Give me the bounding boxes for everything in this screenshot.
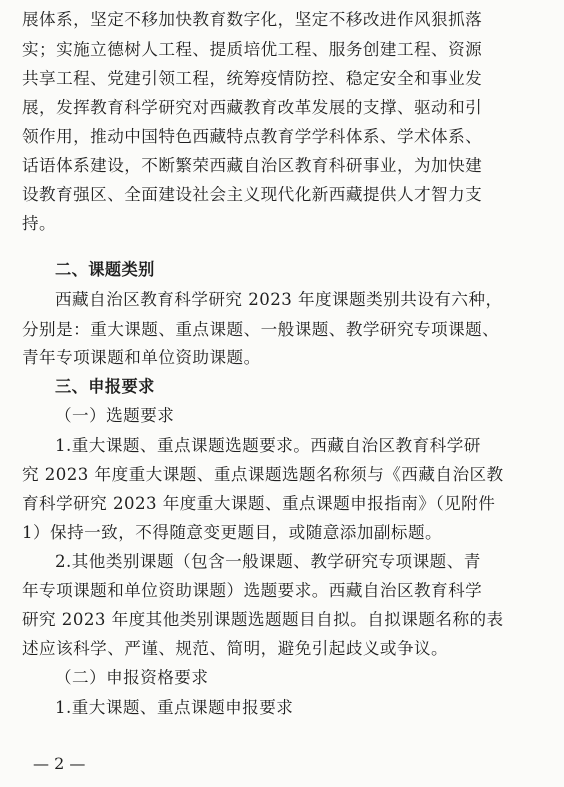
paragraph-line: 1）保持一致，不得随意变更题目，或随意添加副标题。 (22, 523, 443, 542)
paragraph-line: 共享工程、党建引领工程，统筹疫情防控、稳定安全和事业发 (22, 69, 483, 88)
paragraph-line: 研究 2023 年度其他类别课题选题题目自拟。自拟课题名称的表 (22, 610, 504, 629)
paragraph-line: 展体系，坚定不移加快教育数字化，坚定不移改进作风狠抓落 (22, 10, 483, 29)
paragraph-line: 领作用，推动中国特色西藏特点教育学学科体系、学术体系、 (22, 127, 483, 146)
paragraph-line: 分别是：重大课题、重点课题、一般课题、教学研究专项课题、 (22, 320, 500, 339)
paragraph-line: 青年专项课题和单位资助课题。 (22, 348, 261, 367)
section-heading: 三、申报要求 (55, 377, 155, 396)
paragraph-line: 年专项课题和单位资助课题）选题要求。西藏自治区教育科学 (22, 581, 483, 600)
paragraph-line: 实；实施立德树人工程、提质培优工程、服务创建工程、资源 (22, 40, 483, 59)
paragraph-line: 展，发挥教育科学研究对西藏教育改革发展的支撑、驱动和引 (22, 98, 483, 117)
paragraph-line: 1.重大课题、重点课题选题要求。西藏自治区教育科学研 (55, 436, 481, 455)
paragraph-line: 1.重大课题、重点课题申报要求 (55, 698, 294, 717)
paragraph-line: 述应该科学、严谨、规范、简明，避免引起歧义或争议。 (22, 639, 449, 658)
page-number: — 2 — (33, 754, 86, 773)
paragraph-line: 究 2023 年度重大课题、重点课题选题名称须与《西藏自治区教 (22, 465, 504, 484)
subsection-heading: （二）申报资格要求 (55, 668, 209, 687)
paragraph-line: 2.其他类别课题（包含一般课题、教学研究专项课题、青 (55, 552, 481, 571)
paragraph-line: 设教育强区、全面建设社会主义现代化新西藏提供人才智力支 (22, 185, 483, 204)
paragraph-line: 育科学研究 2023 年度重大课题、重点课题申报指南》（见附件 (22, 494, 496, 513)
section-heading: 二、课题类别 (55, 260, 155, 279)
subsection-heading: （一）选题要求 (55, 406, 175, 425)
paragraph-line: 持。 (22, 214, 57, 233)
paragraph-line: 西藏自治区教育科学研究 2023 年度课题类别共设有六种， (55, 290, 503, 309)
paragraph-line: 话语体系建设，不断繁荣西藏自治区教育科研事业，为加快建 (22, 156, 483, 175)
